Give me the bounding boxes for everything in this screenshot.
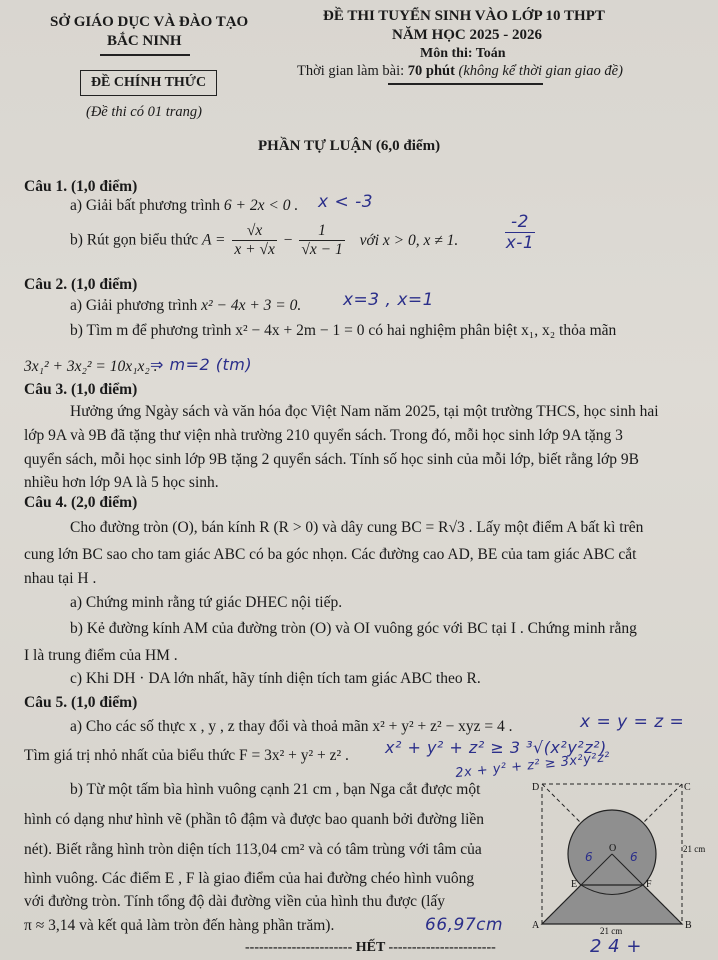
q4-title: Câu 4. (2,0 điểm) (24, 494, 138, 511)
q3-title: Câu 3. (1,0 điểm) (24, 381, 138, 398)
q5-part-b-line2: hình có dạng như hình vẽ (phần tô đậm và được bao quanh bởi đường liền (24, 811, 485, 828)
q2-part-a: a) Giải phương trình x² − 4x + 3 = 0. (70, 297, 302, 314)
q2-part-b-line2: 3x₁² + 3x₂² = 10x₁x₂ . (24, 358, 158, 375)
handwritten-corner: 2 4 + (590, 936, 642, 957)
q2-part-b-line1: b) Tìm m để phương trình x² − 4x + 2m − 1 = 0 có hai nghiệm phân biệt x₁, x₂ thỏa mãn (70, 322, 617, 339)
label-a: A (532, 920, 540, 931)
q4-part-b-line2: I là trung điểm của HM . (24, 647, 178, 664)
department-line2: BẮC NINH (107, 33, 182, 49)
time-underline (388, 83, 543, 85)
q1-part-b: b) Rút gọn biểu thức A = $\frac{√x}{x + √x}$ − $\frac{1}{√x - 1}$ với x > 0, x ≠ 1. (70, 222, 459, 258)
q5-part-a-line2: Tìm giá trị nhỏ nhất của biểu thức F = 3x² + y² + z² . (24, 747, 349, 764)
handwritten-answer-q2a: x=3 , x=1 (343, 290, 434, 310)
end-marker: ----------------------- HẾT ----------------------- (245, 940, 496, 955)
square-cutout-figure (530, 776, 715, 936)
q3-line4: nhiều hơn lớp 9A là 5 học sinh. (24, 474, 219, 491)
handwritten-answer-q2b: ⇒ m=2 (tm) (150, 355, 253, 374)
pages-note: (Đề thi có 01 trang) (86, 104, 202, 120)
q4-part-b-line1: b) Kẻ đường kính AM của đường tròn (O) và OI vuông góc với BC tại I . Chứng minh rằng (70, 620, 637, 637)
label-o: O (609, 843, 617, 854)
label-side-bottom: 21 cm (600, 926, 623, 936)
handwritten-answer-q5b: 66,97cm (425, 915, 504, 935)
q2-title: Câu 2. (1,0 điểm) (24, 276, 138, 293)
handwritten-answer-q1b: -2 x-1 (505, 212, 535, 253)
fraction-1: $\frac{√x}{x + √x}$ (234, 222, 275, 258)
handwritten-work-q5a: x² + y² + z² ≥ 3 ³√(x²y²z²) (385, 738, 607, 757)
shaded-trapezoid (542, 885, 682, 924)
time-value: 70 phút (407, 63, 455, 79)
q5-title: Câu 5. (1,0 điểm) (24, 694, 138, 711)
q1-title: Câu 1. (1,0 điểm) (24, 178, 138, 195)
handwritten-answer-q1a: x < -3 (318, 192, 374, 212)
exam-subject: Môn thi: Toán (420, 46, 506, 61)
q4-part-a: a) Chứng minh rằng tứ giác DHEC nội tiếp. (70, 594, 343, 611)
q5-part-a-line1: a) Cho các số thực x , y , z thay đổi và thoả mãn x² + y² + z² − xyz = 4 . (70, 718, 513, 735)
q3-line2: lớp 9A và 9B đã tặng thư viện nhà trường 210 quyển sách. Trong đó, mỗi học sinh lớp 9A tặng 3 (24, 427, 623, 444)
time-label: Thời gian làm bài: (297, 63, 405, 79)
q1-part-a: a) Giải bất phương trình 6 + 2x < 0 . (70, 197, 299, 214)
q5-part-b-line5: với đường tròn. Tính tổng độ dài đường viền của hình thu được (lấy (24, 893, 446, 910)
official-stamp: ĐỀ CHÍNH THỨC (80, 70, 217, 96)
handwritten-mark-left: 6 (585, 850, 593, 864)
department-line1: SỞ GIÁO DỤC VÀ ĐÀO TẠO (50, 14, 249, 30)
label-d: D (532, 782, 540, 793)
q5-part-b-line4: hình vuông. Các điểm E , F là giao điểm của hai đường chéo hình vuông (24, 870, 475, 887)
handwritten-mark-right: 6 (630, 850, 638, 864)
section-title: PHẦN TỰ LUẬN (6,0 điểm) (258, 138, 441, 154)
q4-line1: Cho đường tròn (O), bán kính R (R > 0) và dây cung BC = R√3 . Lấy một điểm A bất kì trên (70, 519, 644, 536)
q3-line1: Hưởng ứng Ngày sách và văn hóa đọc Việt Nam năm 2025, tại một trường THCS, học sinh hai (70, 403, 659, 420)
label-c: C (684, 782, 691, 793)
label-side-right: 21 cm (683, 844, 706, 854)
time-line (297, 63, 623, 80)
handwritten-answer-q5a: x = y = z = (580, 712, 685, 732)
label-f: F (646, 879, 652, 890)
q5-part-b-line3: nét). Biết rằng hình tròn diện tích 113,04 cm² và có tâm trùng với tâm của (24, 841, 482, 858)
handwritten-work-q5a-2: 2x + y² + z² ≥ 3x²y²z² (454, 749, 611, 782)
q4-part-c: c) Khi DH · DA lớn nhất, hãy tính diện tích tam giác ABC theo R. (70, 670, 481, 687)
time-note: (không kể thời gian giao đề) (458, 63, 623, 79)
q4-line3: nhau tại H . (24, 570, 97, 587)
q4-line2: cung lớn BC sao cho tam giác ABC có ba góc nhọn. Các đường cao AD, BE của tam giác ABC cắt (24, 546, 637, 563)
label-e: E (571, 879, 578, 890)
q3-line3: quyển sách, mỗi học sinh lớp 9B tặng 2 quyển sách. Tính số học sinh của mỗi lớp, biết rằng lớp 9B (24, 451, 639, 468)
q5-part-b-line1: b) Từ một tấm bìa hình vuông cạnh 21 cm , bạn Nga cắt được một (70, 781, 481, 798)
label-b: B (685, 920, 692, 931)
fraction-2: $\frac{1}{√x - 1}$ (301, 222, 343, 258)
q5-part-b-line6: π ≈ 3,14 và kết quả làm tròn đến hàng phần trăm). (24, 917, 335, 934)
header-underline (100, 54, 190, 56)
exam-title: ĐỀ THI TUYỂN SINH VÀO LỚP 10 THPT (323, 8, 605, 24)
exam-year: NĂM HỌC 2025 - 2026 (392, 27, 542, 43)
